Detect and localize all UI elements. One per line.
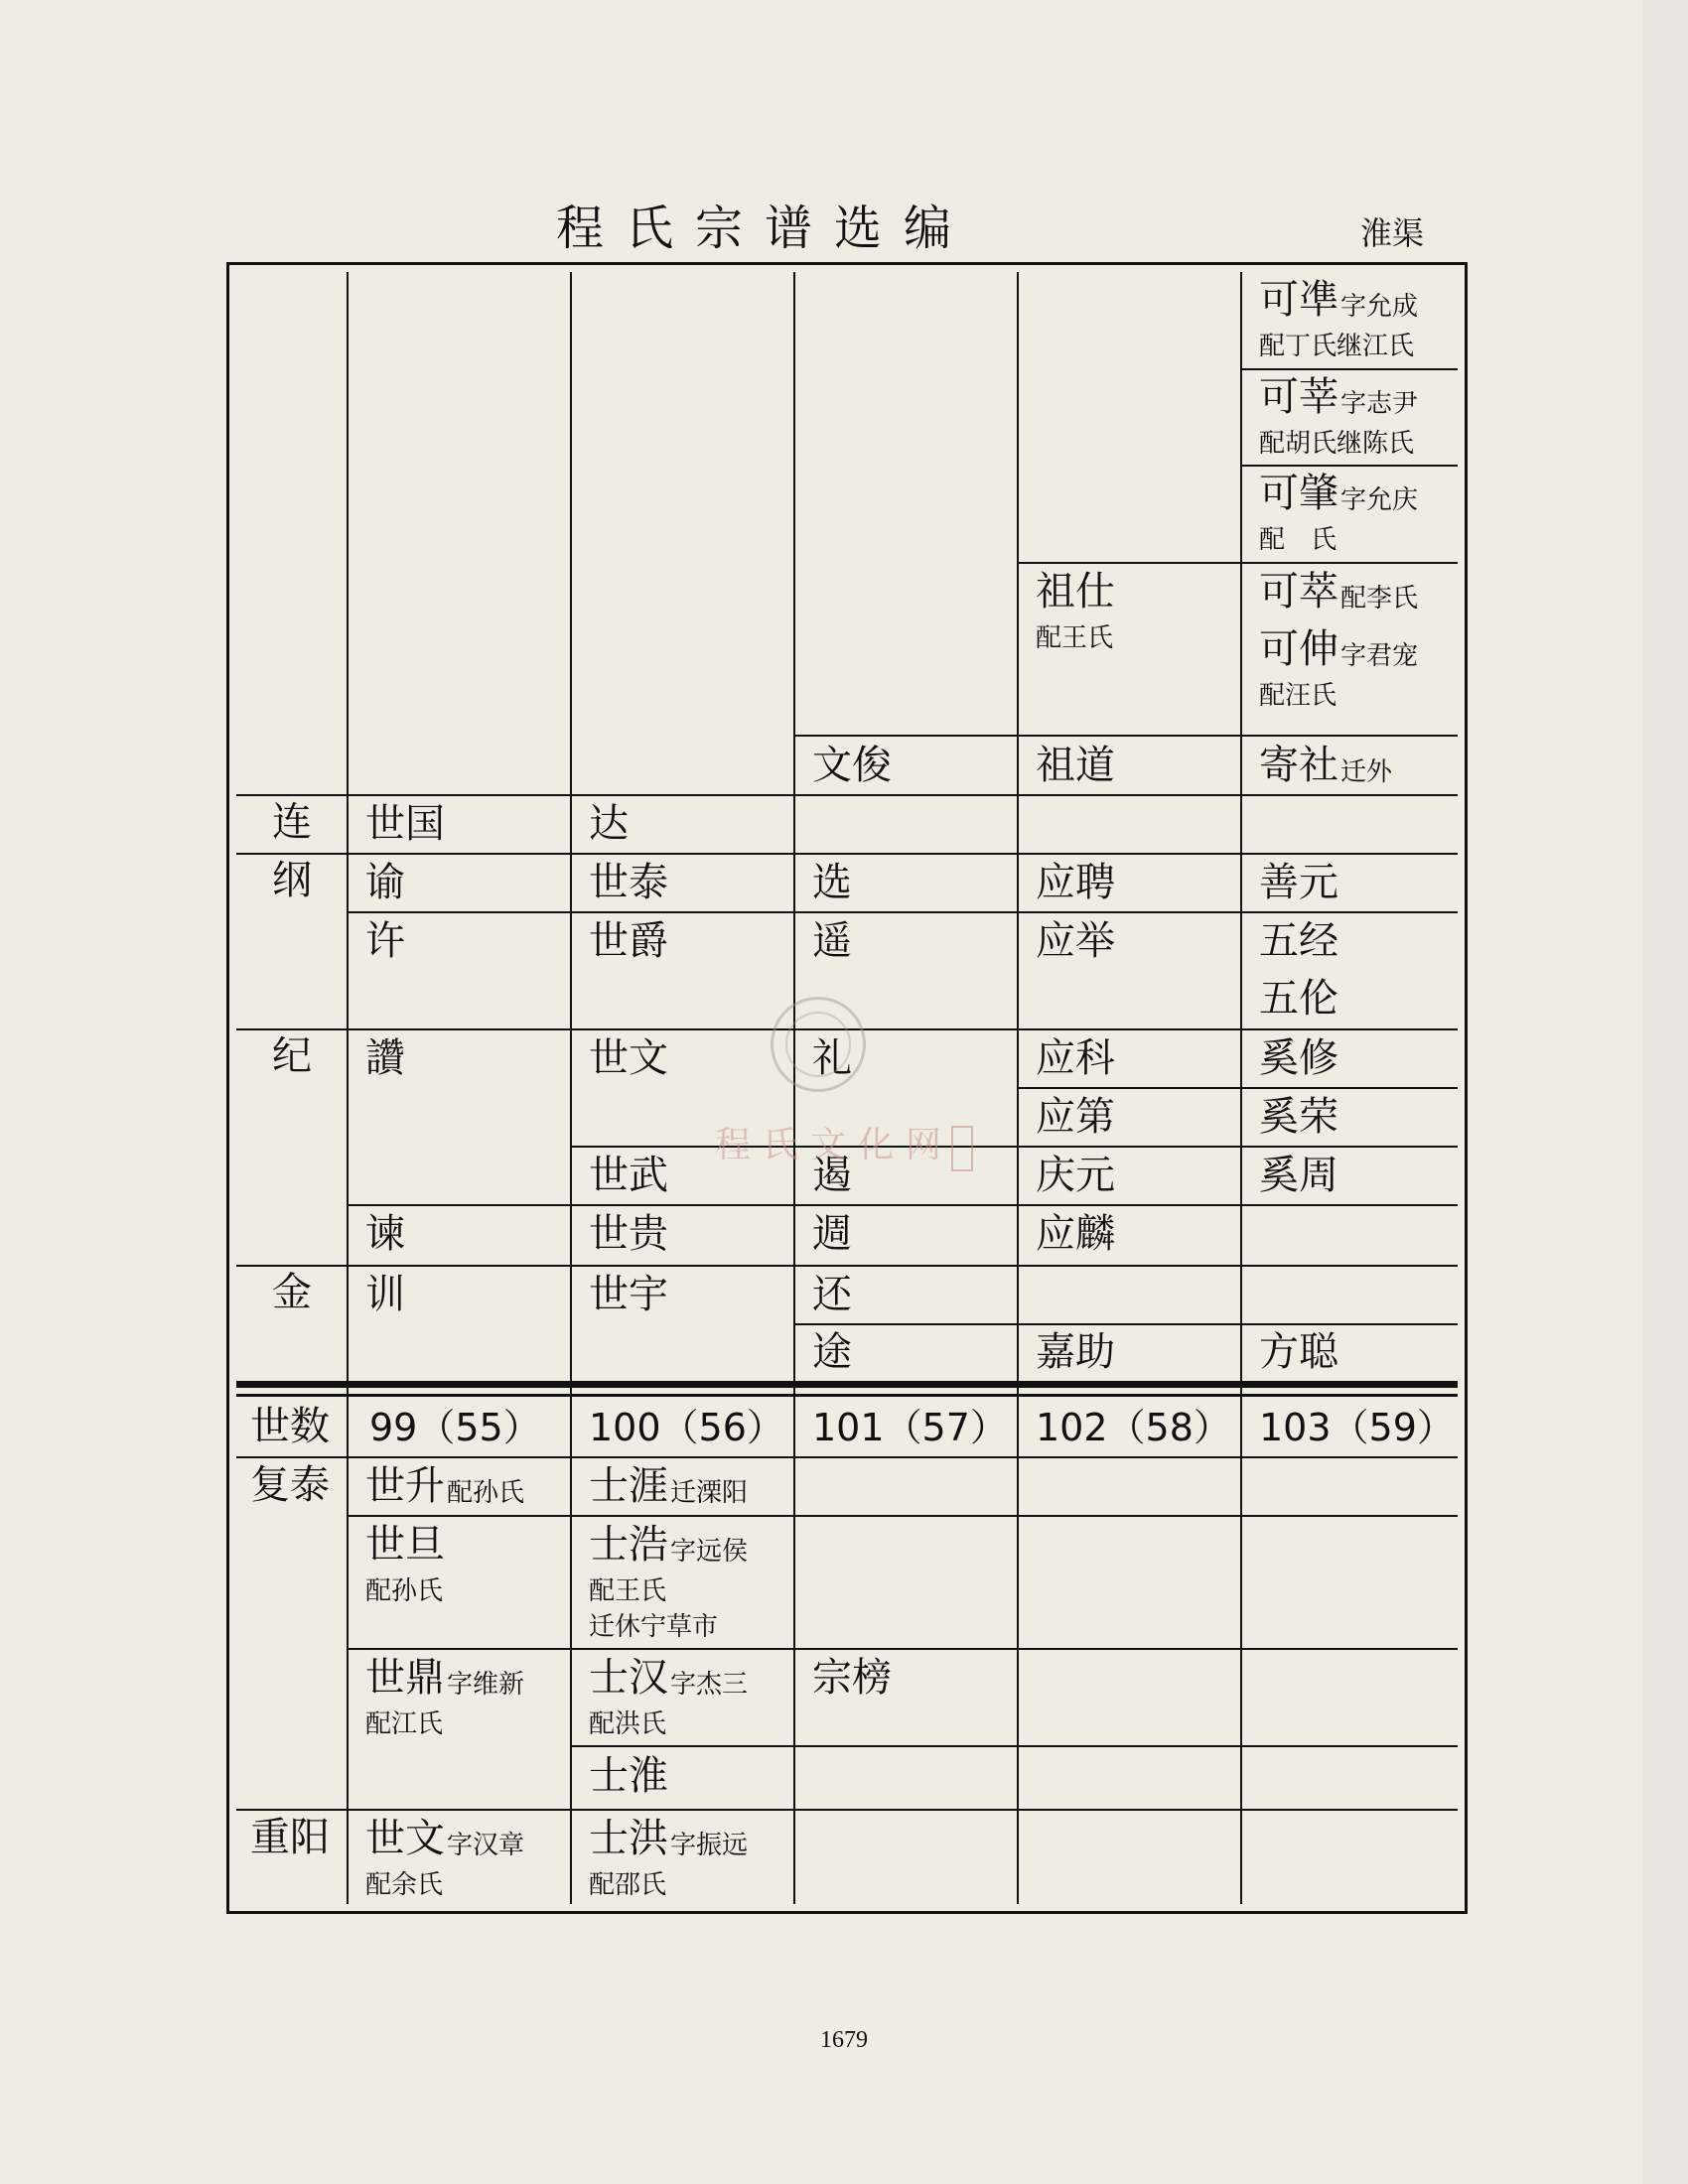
person-name: 选 [812, 860, 852, 905]
person-name: 士涯 [589, 1463, 668, 1509]
person-name: 还 [812, 1272, 852, 1317]
person-spouse: 配江氏 [365, 1709, 444, 1739]
branch-label: 金 [272, 1270, 312, 1315]
person-name: 週 [812, 1211, 852, 1257]
person-name: 世升 [365, 1463, 445, 1509]
person-name: 世贵 [589, 1211, 668, 1257]
person-name: 可莘 [1259, 374, 1338, 420]
person-name: 文俊 [812, 743, 892, 788]
person-name: 可肇 [1259, 471, 1338, 516]
person-name: 达 [589, 801, 629, 847]
person-name: 应麟 [1036, 1211, 1115, 1257]
person-name: 五伦 [1259, 976, 1338, 1022]
watermark-seal-icon [771, 997, 866, 1092]
person-spouse: 配邵氏 [589, 1870, 667, 1900]
person-name: 世鼎 [365, 1655, 445, 1701]
person-name: 善元 [1259, 860, 1338, 905]
person-name: 可凖 [1259, 277, 1338, 323]
person-name: 谕 [365, 860, 405, 905]
person-note: 字君宠 [1340, 641, 1419, 671]
person-note: 配李氏 [1340, 584, 1419, 614]
page-number: 1679 [820, 2027, 868, 2053]
generation-number: 102（58） [1036, 1406, 1231, 1449]
generation-number: 103（59） [1259, 1406, 1455, 1449]
person-spouse: 配汪氏 [1259, 681, 1337, 711]
person-name: 世国 [365, 801, 445, 847]
person-name: 讚 [365, 1035, 405, 1081]
person-name: 遏 [812, 1153, 852, 1198]
person-name: 庆元 [1036, 1153, 1115, 1198]
person-name: 祖仕 [1036, 569, 1115, 614]
generation-number: 100（56） [589, 1406, 784, 1449]
generation-header-label: 世数 [250, 1404, 330, 1449]
person-note: 字允庆 [1340, 485, 1419, 515]
person-name: 奚修 [1259, 1035, 1338, 1081]
person-spouse: 配孙氏 [365, 1576, 444, 1606]
person-name: 士淮 [589, 1753, 668, 1799]
person-name: 途 [812, 1329, 852, 1375]
branch-label: 重阳 [250, 1815, 330, 1860]
person-spouse: 配丁氏继江氏 [1259, 332, 1415, 361]
person-name: 世文 [365, 1816, 445, 1861]
person-name: 士浩 [589, 1522, 668, 1568]
person-spouse: 配胡氏继陈氏 [1259, 429, 1415, 459]
person-name: 遥 [812, 918, 852, 964]
person-note: 字允成 [1340, 292, 1419, 322]
person-spouse: 配王氏 [1036, 623, 1114, 653]
person-spouse: 配 氏 [1259, 525, 1337, 555]
person-name: 寄社 [1259, 743, 1338, 788]
person-note: 迁溧阳 [670, 1478, 749, 1508]
person-name: 世文 [589, 1035, 668, 1081]
person-name: 士洪 [589, 1816, 668, 1861]
person-name: 世爵 [589, 918, 668, 964]
person-name: 许 [365, 918, 405, 964]
person-note: 字振远 [670, 1831, 749, 1860]
person-note: 字汉章 [447, 1831, 525, 1860]
branch-label: 纪 [272, 1033, 312, 1079]
person-name: 世旦 [365, 1522, 445, 1568]
person-name: 宗榜 [812, 1655, 892, 1701]
person-spouse: 配余氏 [365, 1870, 444, 1900]
person-note: 字维新 [447, 1670, 525, 1700]
person-name: 应第 [1036, 1094, 1115, 1140]
person-name: 五经 [1259, 918, 1338, 964]
watermark-stamp-icon [951, 1126, 973, 1171]
person-name: 奚周 [1259, 1153, 1338, 1198]
generation-number: 99（55） [369, 1406, 541, 1449]
page-title: 程氏宗谱选编 [556, 201, 974, 256]
person-name: 应聘 [1036, 860, 1115, 905]
person-name: 可萃 [1259, 569, 1338, 614]
person-name: 世泰 [589, 860, 668, 905]
person-note: 字杰三 [670, 1670, 749, 1700]
person-spouse: 配王氏 [589, 1576, 667, 1606]
person-name: 世宇 [589, 1272, 668, 1317]
branch-label: 复泰 [250, 1462, 330, 1508]
person-name: 方聪 [1259, 1329, 1338, 1375]
generation-number: 101（57） [812, 1406, 1008, 1449]
genealogy-table [236, 272, 1458, 1904]
watermark-text: 程氏文化网 [715, 1125, 954, 1165]
person-note: 迁外 [1340, 757, 1393, 787]
person-name: 士汉 [589, 1655, 668, 1701]
person-name: 嘉助 [1036, 1329, 1115, 1375]
person-name: 礼 [812, 1035, 852, 1081]
branch-label: 纲 [272, 858, 312, 903]
person-name: 奚荣 [1259, 1094, 1338, 1140]
person-name: 谏 [365, 1211, 405, 1257]
person-spouse: 配洪氏 [589, 1709, 667, 1739]
person-name: 世武 [589, 1153, 668, 1198]
region-label: 淮渠 [1360, 214, 1425, 252]
person-name: 应举 [1036, 918, 1115, 964]
person-note: 配孙氏 [447, 1478, 525, 1508]
person-name: 训 [365, 1272, 405, 1317]
person-note: 字远侯 [670, 1537, 749, 1567]
person-migration: 迁休宁草市 [589, 1612, 719, 1642]
branch-label: 连 [272, 799, 312, 845]
person-name: 可伸 [1259, 626, 1338, 672]
person-note: 字志尹 [1340, 389, 1419, 419]
person-name: 应科 [1036, 1035, 1115, 1081]
person-name: 祖道 [1036, 743, 1115, 788]
